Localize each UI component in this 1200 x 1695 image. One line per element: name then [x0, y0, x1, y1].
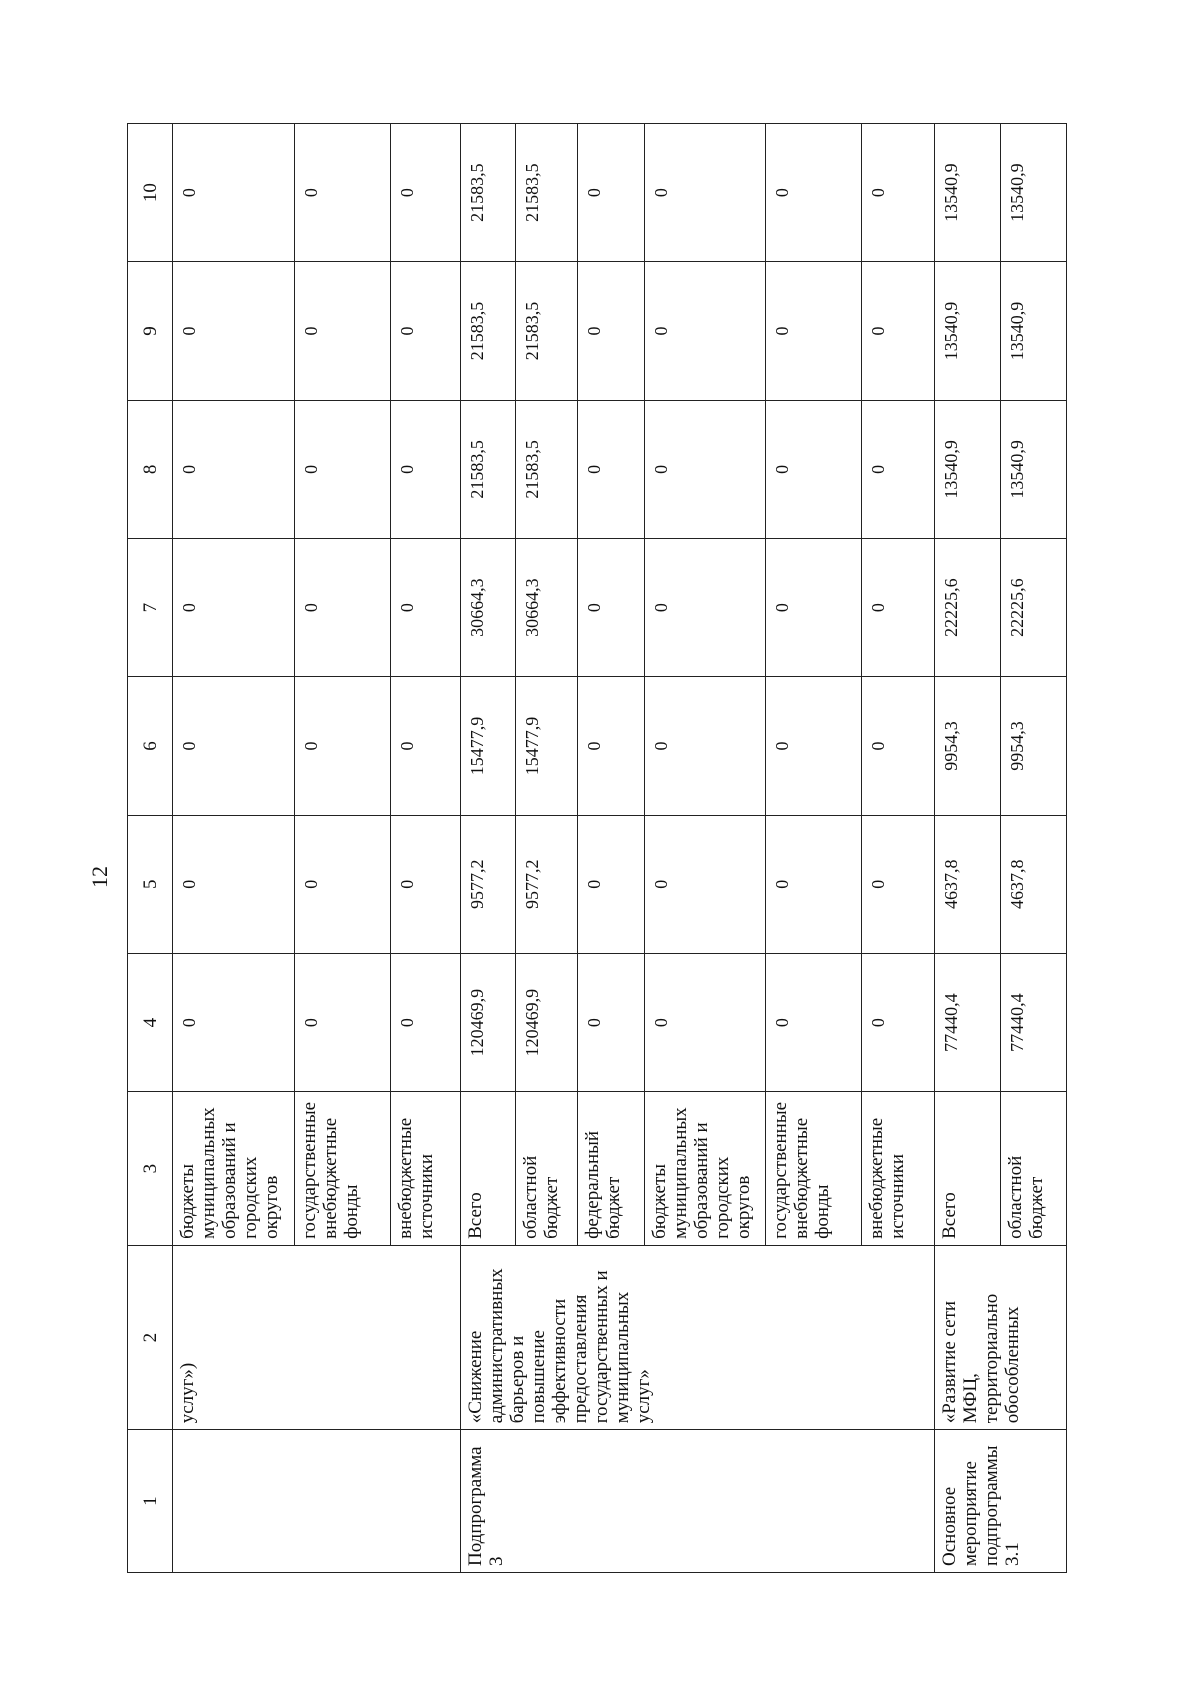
- cell-value: 0: [862, 124, 935, 262]
- header-cell: 6: [128, 677, 173, 815]
- cell-value: 0: [578, 124, 644, 262]
- cell-code: Основное мероприятие подпрограммы 3.1: [934, 1430, 1066, 1573]
- cell-value: 120469,9: [516, 953, 578, 1091]
- cell-value: 21583,5: [516, 400, 578, 538]
- cell-value: 0: [173, 815, 295, 953]
- cell-value: 0: [173, 538, 295, 676]
- cell-value: 21583,5: [461, 262, 516, 400]
- cell-value: 13540,9: [1000, 262, 1066, 400]
- cell-value: 30664,3: [461, 538, 516, 676]
- cell-source: внебюджетные источники: [390, 1092, 460, 1246]
- cell-value: 0: [173, 262, 295, 400]
- cell-value: 0: [766, 677, 862, 815]
- cell-value: 15477,9: [516, 677, 578, 815]
- cell-value: 0: [862, 400, 935, 538]
- header-cell: 2: [128, 1245, 173, 1429]
- cell-value: 0: [578, 677, 644, 815]
- cell-value: 9954,3: [934, 677, 1000, 815]
- cell-value: 0: [173, 400, 295, 538]
- header-cell: 8: [128, 400, 173, 538]
- cell-title: «Снижение административных барьеров и повышение эффективности предоставления государственных и муниципальных услуг»: [461, 1245, 935, 1429]
- cell-value: 0: [294, 815, 390, 953]
- cell-value: 13540,9: [934, 262, 1000, 400]
- header-cell: 1: [128, 1430, 173, 1573]
- header-cell: 9: [128, 262, 173, 400]
- cell-source: бюджеты муниципальных образований и городских округов: [173, 1092, 295, 1246]
- cell-title: услуг»): [173, 1245, 461, 1429]
- cell-value: 0: [390, 677, 460, 815]
- cell-value: 0: [173, 124, 295, 262]
- header-cell: 5: [128, 815, 173, 953]
- cell-value: 0: [766, 953, 862, 1091]
- cell-value: 0: [578, 538, 644, 676]
- cell-value: 21583,5: [516, 262, 578, 400]
- cell-value: 0: [294, 124, 390, 262]
- budget-table-wrapper: [127, 123, 1067, 1573]
- cell-source: областной бюджет: [516, 1092, 578, 1246]
- cell-value: 22225,6: [1000, 538, 1066, 676]
- cell-value: 22225,6: [934, 538, 1000, 676]
- cell-value: 0: [390, 262, 460, 400]
- cell-value: 0: [294, 953, 390, 1091]
- cell-value: 0: [644, 953, 766, 1091]
- cell-value: 0: [644, 262, 766, 400]
- cell-value: 0: [173, 677, 295, 815]
- cell-value: 9577,2: [516, 815, 578, 953]
- cell-value: 13540,9: [934, 124, 1000, 262]
- cell-value: 0: [644, 815, 766, 953]
- budget-table: [127, 123, 1067, 1573]
- cell-source: Всего: [934, 1092, 1000, 1246]
- cell-value: 13540,9: [1000, 124, 1066, 262]
- cell-source: бюджеты муниципальных образований и городских округов: [644, 1092, 766, 1246]
- cell-value: 0: [294, 677, 390, 815]
- header-cell: 10: [128, 124, 173, 262]
- cell-value: 0: [644, 538, 766, 676]
- cell-value: 4637,8: [934, 815, 1000, 953]
- cell-value: 0: [294, 262, 390, 400]
- cell-value: 15477,9: [461, 677, 516, 815]
- cell-source: Всего: [461, 1092, 516, 1246]
- page-number: 12: [87, 866, 112, 888]
- cell-value: 0: [578, 262, 644, 400]
- cell-value: 0: [862, 538, 935, 676]
- cell-value: 0: [766, 815, 862, 953]
- cell-value: 0: [390, 815, 460, 953]
- cell-value: 0: [578, 953, 644, 1091]
- cell-value: 0: [390, 400, 460, 538]
- cell-value: 0: [390, 538, 460, 676]
- cell-value: 21583,5: [461, 400, 516, 538]
- cell-value: 0: [294, 538, 390, 676]
- table-row: [461, 124, 516, 1573]
- cell-value: 21583,5: [461, 124, 516, 262]
- cell-value: 0: [862, 262, 935, 400]
- cell-value: 0: [862, 815, 935, 953]
- cell-value: 4637,8: [1000, 815, 1066, 953]
- cell-value: 0: [578, 400, 644, 538]
- header-cell: 7: [128, 538, 173, 676]
- header-cell: 4: [128, 953, 173, 1091]
- cell-value: 9577,2: [461, 815, 516, 953]
- cell-value: 0: [644, 124, 766, 262]
- cell-title: «Развитие сети МФЦ, территориально обособленных: [934, 1245, 1066, 1429]
- cell-value: 0: [766, 124, 862, 262]
- cell-value: 0: [862, 677, 935, 815]
- cell-value: 0: [173, 953, 295, 1091]
- cell-value: 0: [390, 953, 460, 1091]
- cell-value: 0: [766, 400, 862, 538]
- cell-value: 0: [390, 124, 460, 262]
- cell-value: 0: [766, 262, 862, 400]
- cell-code: [173, 1430, 461, 1573]
- cell-value: 120469,9: [461, 953, 516, 1091]
- cell-value: 77440,4: [934, 953, 1000, 1091]
- header-row: [128, 124, 173, 1573]
- table-row: [934, 124, 1000, 1573]
- cell-source: государственные внебюджетные фонды: [766, 1092, 862, 1246]
- cell-source: федеральный бюджет: [578, 1092, 644, 1246]
- table-row: [173, 124, 295, 1573]
- cell-value: 0: [578, 815, 644, 953]
- header-cell: 3: [128, 1092, 173, 1246]
- cell-value: 0: [644, 400, 766, 538]
- cell-value: 0: [644, 677, 766, 815]
- cell-source: областной бюджет: [1000, 1092, 1066, 1246]
- cell-value: 13540,9: [934, 400, 1000, 538]
- cell-source: государственные внебюджетные фонды: [294, 1092, 390, 1246]
- cell-value: 21583,5: [516, 124, 578, 262]
- cell-value: 0: [294, 400, 390, 538]
- cell-source: внебюджетные источники: [862, 1092, 935, 1246]
- cell-code: Подпрограмма 3: [461, 1430, 935, 1573]
- cell-value: 77440,4: [1000, 953, 1066, 1091]
- cell-value: 0: [862, 953, 935, 1091]
- cell-value: 13540,9: [1000, 400, 1066, 538]
- cell-value: 0: [766, 538, 862, 676]
- cell-value: 9954,3: [1000, 677, 1066, 815]
- cell-value: 30664,3: [516, 538, 578, 676]
